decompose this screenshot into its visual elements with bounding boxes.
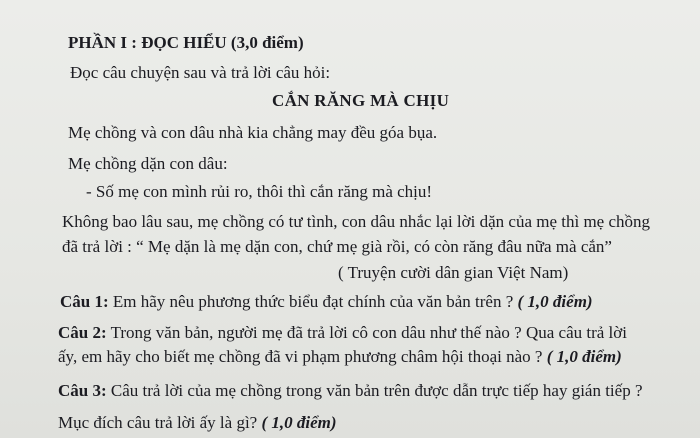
question-text: Mục đích câu trả lời ấy là gì? bbox=[58, 413, 262, 432]
story-line: - Số mẹ con mình rủi ro, thôi thì cắn răng mà chịu! bbox=[86, 182, 433, 201]
question-points: ( 1,0 điểm) bbox=[546, 347, 622, 366]
story-line: Mẹ chồng dặn con dâu: bbox=[68, 154, 228, 173]
story-line: đã trả lời : “ Mẹ dặn là mẹ dặn con, chứ mẹ già rồi, có còn răng đâu nữa mà cắn” bbox=[62, 237, 612, 256]
question-label: Câu 2: bbox=[58, 323, 107, 342]
story-line: Không bao lâu sau, mẹ chồng có tư tình, con dâu nhắc lại lời dặn của mẹ thì mẹ chồng bbox=[62, 212, 651, 231]
question-2-cont bbox=[58, 347, 622, 367]
question-text: Câu trả lời của mẹ chồng trong văn bản trên được dẫn trực tiếp hay gián tiếp ? bbox=[106, 381, 643, 400]
question-1 bbox=[60, 292, 593, 312]
section-heading: PHẦN I : ĐỌC HIỂU (3,0 điểm) bbox=[68, 33, 304, 52]
question-text: ấy, em hãy cho biết mẹ chồng đã vi phạm phương châm hội thoại nào ? bbox=[58, 347, 547, 366]
story-source: ( Truyện cười dân gian Việt Nam) bbox=[338, 263, 569, 282]
story-title: CẮN RĂNG MÀ CHỊU bbox=[272, 91, 450, 110]
question-label: Câu 1: bbox=[60, 292, 109, 311]
question-3 bbox=[58, 381, 643, 401]
question-points: ( 1,0 điểm) bbox=[261, 413, 337, 432]
question-points: ( 1,0 điểm) bbox=[517, 292, 593, 311]
story-line: Mẹ chồng và con dâu nhà kia chẳng may đều góa bụa. bbox=[68, 123, 438, 142]
question-label: Câu 3: bbox=[58, 381, 107, 400]
question-2 bbox=[58, 323, 627, 343]
question-3-cont bbox=[58, 413, 337, 433]
instruction-text: Đọc câu chuyện sau và trả lời câu hỏi: bbox=[70, 63, 331, 82]
question-text: Trong văn bản, người mẹ đã trả lời cô con dâu như thế nào ? Qua câu trả lời bbox=[106, 323, 627, 342]
question-text: Em hãy nêu phương thức biểu đạt chính của văn bản trên ? bbox=[108, 292, 518, 311]
